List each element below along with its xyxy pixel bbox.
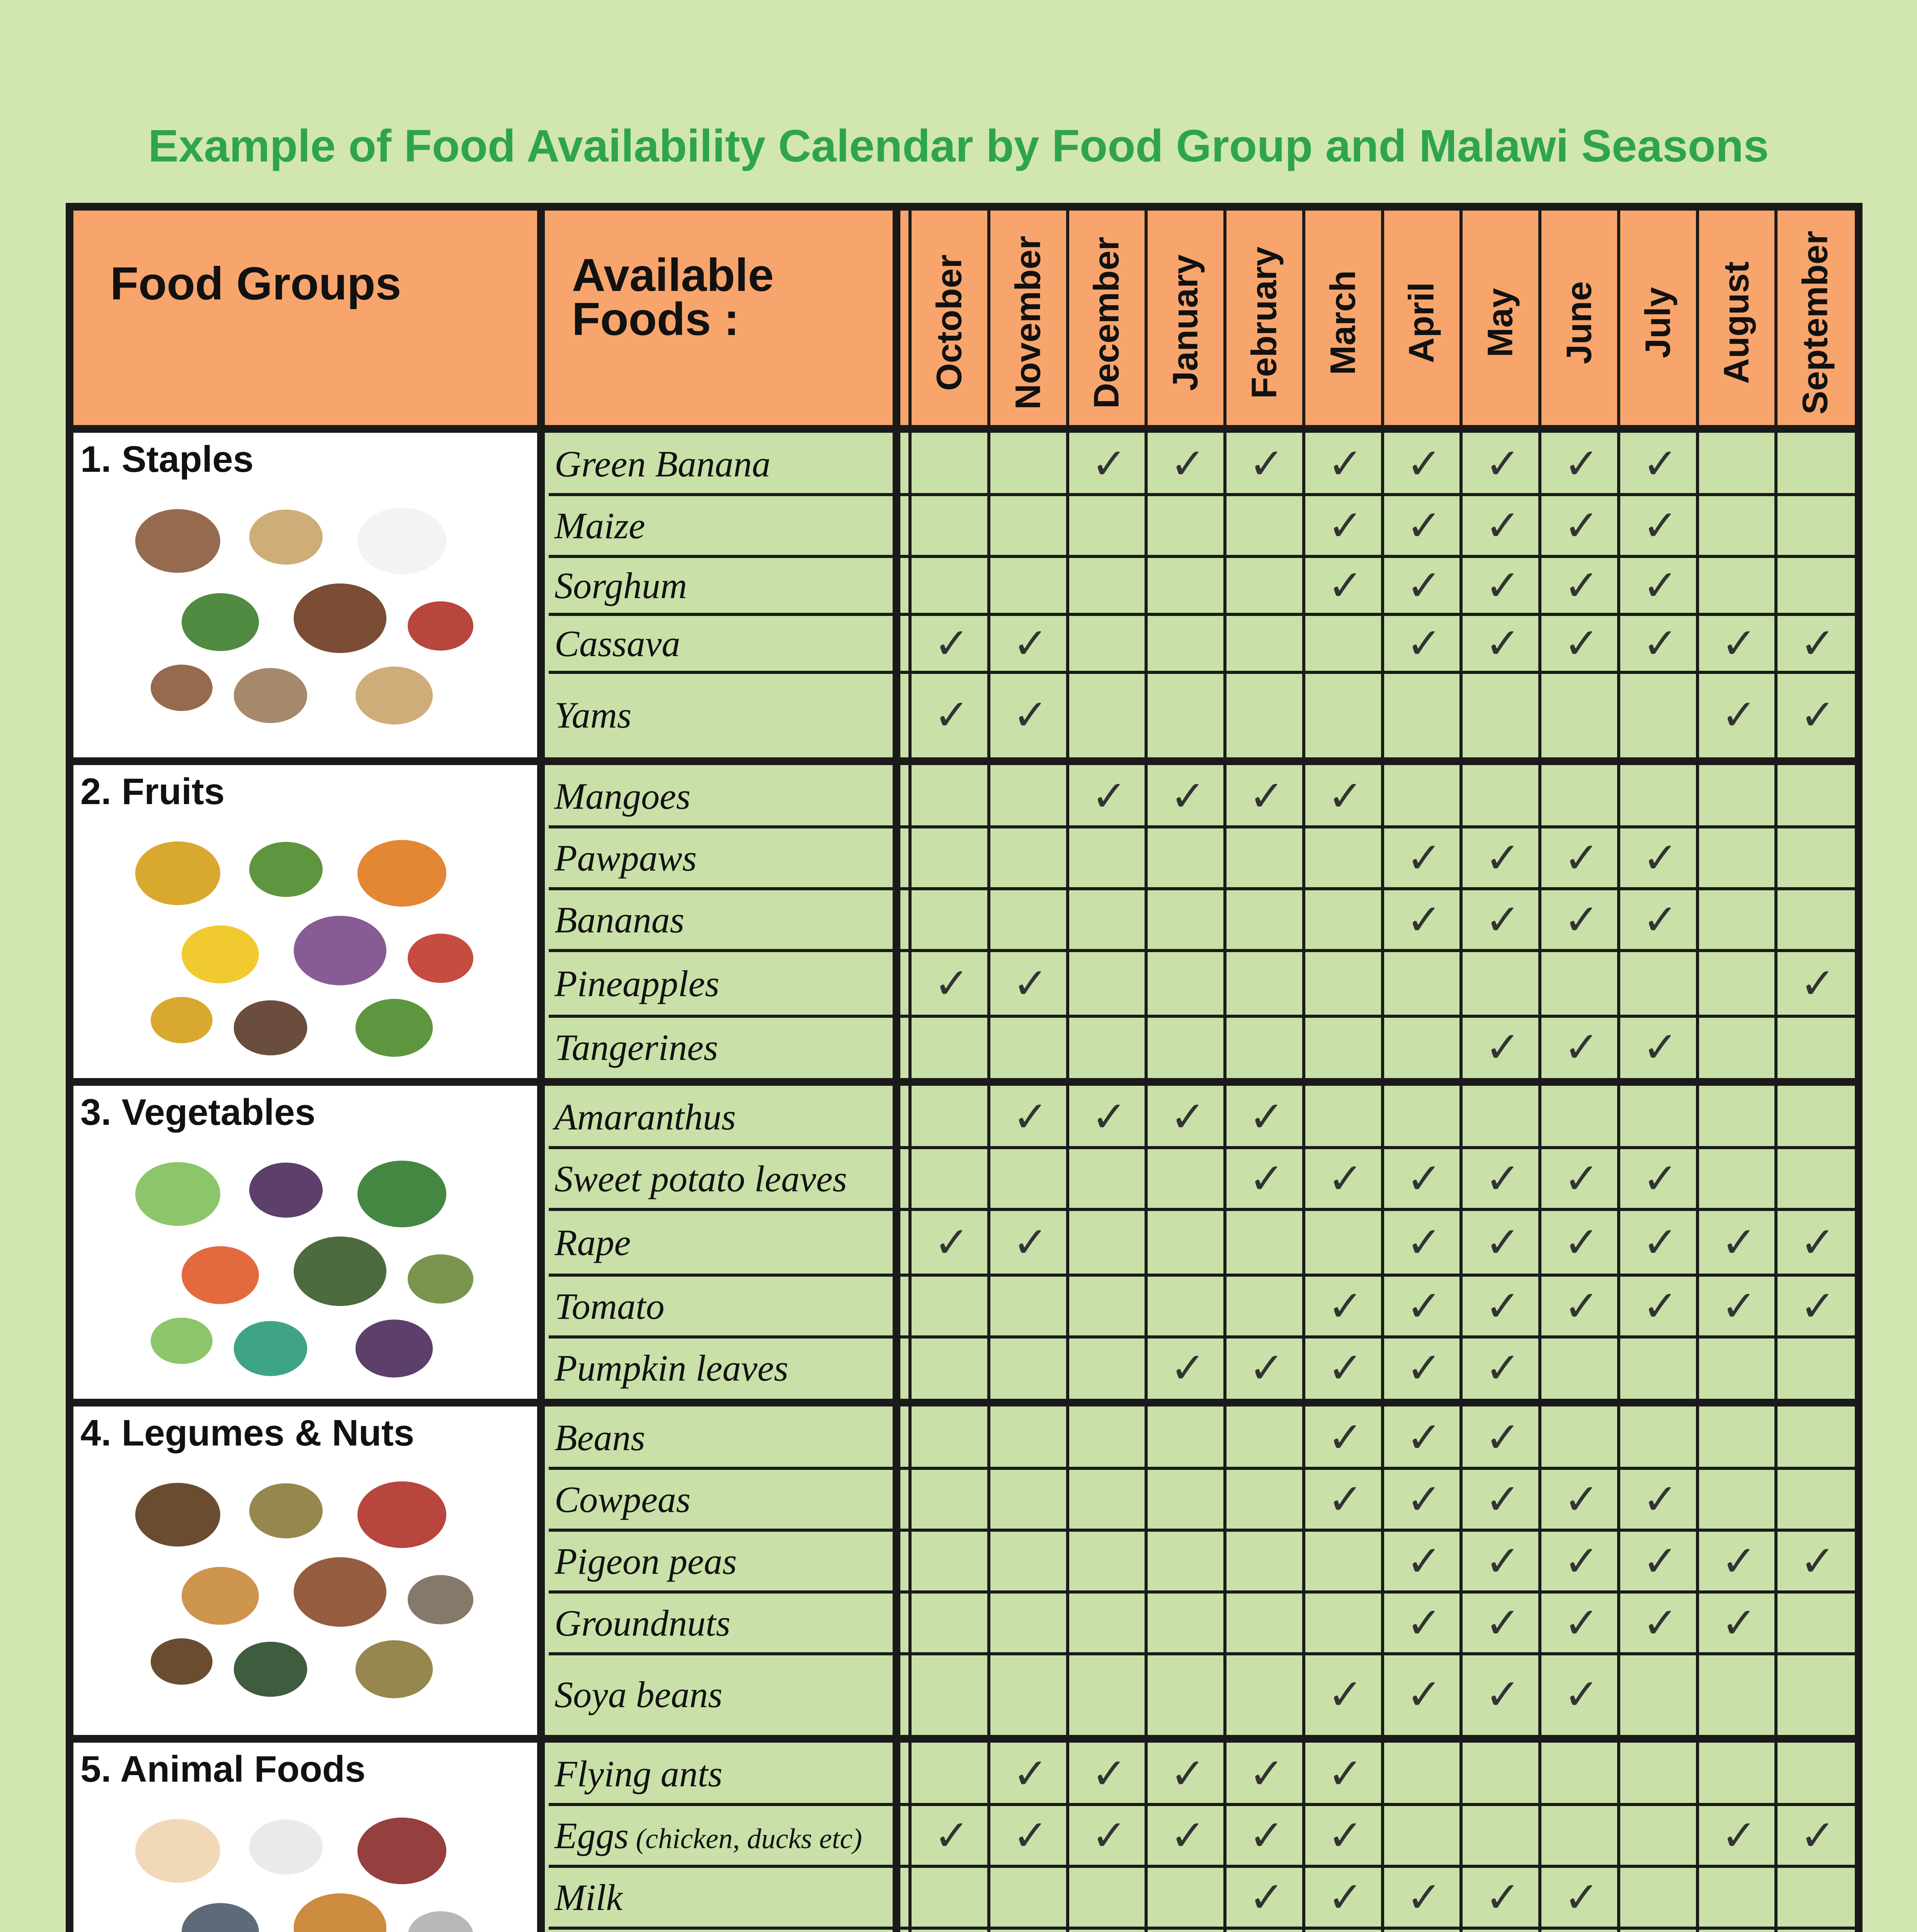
food-group-title: 3. Vegetables <box>80 1092 316 1133</box>
availability-check-icon: ✓ <box>1327 771 1363 821</box>
food-group-illustration <box>124 1804 491 1932</box>
availability-check-icon: ✓ <box>1406 1475 1442 1524</box>
availability-check-icon: ✓ <box>1485 1872 1521 1922</box>
food-name: Eggs (chicken, ducks etc) <box>555 1815 862 1856</box>
food-item-shape <box>234 1642 307 1697</box>
food-group-illustration <box>124 1468 491 1708</box>
month-header-march <box>1304 218 1383 427</box>
row-divider <box>549 555 1855 558</box>
availability-check-icon: ✓ <box>1327 1811 1363 1860</box>
food-name: Cowpeas <box>555 1479 691 1520</box>
available-foods-heading: Available Foods : <box>572 249 774 345</box>
availability-check-icon: ✓ <box>1485 895 1521 944</box>
month-header-january <box>1146 218 1225 427</box>
availability-check-icon: ✓ <box>1563 895 1600 944</box>
month-label: August <box>1716 261 1756 384</box>
food-group-illustration <box>124 827 491 1066</box>
availability-check-icon: ✓ <box>1327 561 1363 610</box>
food-name: Pineapples <box>555 963 720 1004</box>
row-divider <box>549 1467 1855 1470</box>
food-group-illustration <box>124 495 491 734</box>
availability-check-icon: ✓ <box>1249 1154 1285 1203</box>
availability-check-icon: ✓ <box>1406 1670 1442 1719</box>
month-label: April <box>1402 282 1441 363</box>
column-divider <box>1538 211 1541 1932</box>
availability-check-icon: ✓ <box>1327 1281 1363 1331</box>
availability-check-icon: ✓ <box>1642 1598 1678 1648</box>
food-name: Sorghum <box>555 565 687 606</box>
food-item-shape <box>151 665 213 711</box>
availability-check-icon: ✓ <box>1091 1749 1127 1798</box>
column-divider <box>1066 211 1069 1932</box>
availability-check-icon: ✓ <box>1800 959 1836 1008</box>
food-item-shape <box>408 1575 473 1624</box>
row-divider <box>549 1208 1855 1211</box>
availability-check-icon: ✓ <box>1800 1281 1836 1331</box>
availability-check-icon: ✓ <box>1091 771 1127 821</box>
column-divider <box>537 211 545 1932</box>
row-divider <box>549 493 1855 496</box>
availability-check-icon: ✓ <box>1563 1872 1600 1922</box>
food-group-panel <box>73 1086 541 1406</box>
food-item-shape <box>135 1483 220 1547</box>
availability-check-icon: ✓ <box>1406 439 1442 488</box>
availability-check-icon: ✓ <box>1485 619 1521 668</box>
availability-check-icon: ✓ <box>1249 439 1285 488</box>
food-group-illustration <box>124 1148 491 1387</box>
availability-check-icon: ✓ <box>1327 1475 1363 1524</box>
food-item-shape <box>234 668 307 723</box>
availability-check-icon: ✓ <box>1249 1811 1285 1860</box>
availability-check-icon: ✓ <box>1642 833 1678 883</box>
availability-check-icon: ✓ <box>1563 1218 1600 1267</box>
availability-check-icon: ✓ <box>1563 1670 1600 1719</box>
food-name: Sweet potato leaves <box>555 1158 847 1199</box>
row-divider <box>549 1015 1855 1018</box>
food-name: Groundnuts <box>555 1602 731 1644</box>
food-item-shape <box>249 842 323 897</box>
food-item-shape <box>151 997 213 1043</box>
availability-check-icon: ✓ <box>1642 1154 1678 1203</box>
availability-check-icon: ✓ <box>1406 619 1442 668</box>
table-header <box>73 211 1855 433</box>
availability-check-icon: ✓ <box>1327 501 1363 550</box>
availability-check-icon: ✓ <box>1249 771 1285 821</box>
group-divider <box>73 1735 1855 1743</box>
row-divider <box>549 613 1855 616</box>
food-item-shape <box>294 916 386 985</box>
food-item-shape <box>249 1820 323 1875</box>
availability-check-icon: ✓ <box>1563 619 1600 668</box>
row-divider <box>549 671 1855 674</box>
availability-check-icon: ✓ <box>934 959 970 1008</box>
availability-check-icon: ✓ <box>934 619 970 668</box>
row-divider <box>549 1865 1855 1868</box>
availability-check-icon: ✓ <box>1800 1218 1836 1267</box>
food-availability-table <box>66 203 1863 1932</box>
food-group-title: 5. Animal Foods <box>80 1748 366 1790</box>
food-item-shape <box>356 999 433 1057</box>
food-item-shape <box>135 1819 220 1883</box>
availability-check-icon: ✓ <box>1563 1281 1600 1331</box>
month-label: March <box>1323 270 1363 375</box>
availability-check-icon: ✓ <box>1249 1749 1285 1798</box>
availability-check-icon: ✓ <box>1485 1536 1521 1586</box>
availability-check-icon: ✓ <box>1091 1811 1127 1860</box>
availability-check-icon: ✓ <box>1642 1218 1678 1267</box>
availability-check-icon: ✓ <box>1406 895 1442 944</box>
column-divider <box>1774 211 1778 1932</box>
month-label: December <box>1087 236 1126 409</box>
month-label: January <box>1165 254 1205 391</box>
food-item-shape <box>249 1483 323 1539</box>
food-name: Pumpkin leaves <box>555 1347 789 1389</box>
food-name: Pigeon peas <box>555 1541 737 1582</box>
availability-check-icon: ✓ <box>1485 1670 1521 1719</box>
food-group-panel <box>73 1406 541 1743</box>
food-note: (chicken, ducks etc) <box>629 1823 862 1855</box>
food-group-panel <box>73 433 541 765</box>
food-item-shape <box>249 1163 323 1218</box>
month-header-october <box>910 218 989 427</box>
food-item-shape <box>182 1246 259 1304</box>
availability-check-icon: ✓ <box>1012 1811 1048 1860</box>
food-group-title: 2. Fruits <box>80 771 225 812</box>
availability-check-icon: ✓ <box>1170 1343 1206 1393</box>
availability-check-icon: ✓ <box>1012 1749 1048 1798</box>
food-item-shape <box>151 1638 213 1685</box>
availability-check-icon: ✓ <box>1406 501 1442 550</box>
availability-check-icon: ✓ <box>1485 561 1521 610</box>
column-divider <box>987 211 990 1932</box>
food-item-shape <box>151 1318 213 1364</box>
availability-check-icon: ✓ <box>1485 833 1521 883</box>
availability-check-icon: ✓ <box>1642 1022 1678 1072</box>
availability-check-icon: ✓ <box>1485 439 1521 488</box>
food-name: Rape <box>555 1222 631 1263</box>
month-label: May <box>1480 288 1520 357</box>
month-label: November <box>1008 236 1048 410</box>
column-divider <box>1381 211 1384 1932</box>
availability-check-icon: ✓ <box>934 1218 970 1267</box>
availability-check-icon: ✓ <box>1485 1154 1521 1203</box>
availability-check-icon: ✓ <box>1642 1475 1678 1524</box>
availability-check-icon: ✓ <box>1721 1811 1757 1860</box>
food-name: Soya beans <box>555 1674 723 1715</box>
month-header-december <box>1068 218 1146 427</box>
availability-check-icon: ✓ <box>1249 1872 1285 1922</box>
food-name: Bananas <box>555 899 684 940</box>
availability-check-icon: ✓ <box>1721 690 1757 740</box>
food-group-title: 4. Legumes & Nuts <box>80 1412 415 1454</box>
food-group-panel <box>73 1743 541 1932</box>
availability-check-icon: ✓ <box>1406 1872 1442 1922</box>
availability-check-icon: ✓ <box>1485 1343 1521 1393</box>
availability-check-icon: ✓ <box>934 690 970 740</box>
row-divider <box>549 887 1855 890</box>
food-item-shape <box>408 601 473 651</box>
food-name: Pawpaws <box>555 837 697 879</box>
availability-check-icon: ✓ <box>1327 1154 1363 1203</box>
food-item-shape <box>408 1254 473 1304</box>
food-item-shape <box>357 840 446 907</box>
availability-check-icon: ✓ <box>1563 1598 1600 1648</box>
availability-check-icon: ✓ <box>1485 1022 1521 1072</box>
column-divider <box>1145 211 1148 1932</box>
food-item-shape <box>135 842 220 905</box>
food-item-shape <box>357 1481 446 1548</box>
availability-check-icon: ✓ <box>1170 1811 1206 1860</box>
availability-check-icon: ✓ <box>1800 1536 1836 1586</box>
food-item-shape <box>182 1903 259 1932</box>
availability-check-icon: ✓ <box>1485 1281 1521 1331</box>
row-divider <box>549 1803 1855 1806</box>
availability-check-icon: ✓ <box>1721 1536 1757 1586</box>
month-header-february <box>1225 218 1304 427</box>
availability-check-icon: ✓ <box>1485 1413 1521 1462</box>
food-item-shape <box>294 583 386 653</box>
availability-check-icon: ✓ <box>1406 1536 1442 1586</box>
food-item-shape <box>357 1161 446 1228</box>
availability-check-icon: ✓ <box>1721 619 1757 668</box>
month-label: July <box>1638 287 1678 359</box>
availability-check-icon: ✓ <box>1170 771 1206 821</box>
availability-check-icon: ✓ <box>1485 1475 1521 1524</box>
availability-check-icon: ✓ <box>1012 619 1048 668</box>
column-divider <box>1223 211 1226 1932</box>
availability-check-icon: ✓ <box>934 1811 970 1860</box>
availability-check-icon: ✓ <box>1170 1749 1206 1798</box>
food-item-shape <box>182 1567 259 1625</box>
availability-check-icon: ✓ <box>1012 1218 1048 1267</box>
row-divider <box>549 1146 1855 1149</box>
row-divider <box>549 1274 1855 1277</box>
food-name: Milk <box>555 1877 623 1918</box>
food-item-shape <box>294 1893 386 1932</box>
column-divider <box>893 211 900 1932</box>
availability-check-icon: ✓ <box>1563 439 1600 488</box>
food-item-shape <box>294 1236 386 1306</box>
availability-check-icon: ✓ <box>1406 1218 1442 1267</box>
availability-check-icon: ✓ <box>1642 619 1678 668</box>
availability-check-icon: ✓ <box>1327 1872 1363 1922</box>
food-item-shape <box>135 1162 220 1226</box>
food-item-shape <box>249 510 323 565</box>
availability-check-icon: ✓ <box>1012 690 1048 740</box>
availability-check-icon: ✓ <box>1406 833 1442 883</box>
availability-check-icon: ✓ <box>1327 1749 1363 1798</box>
availability-check-icon: ✓ <box>1091 1092 1127 1141</box>
row-divider <box>549 1529 1855 1532</box>
availability-check-icon: ✓ <box>1485 501 1521 550</box>
availability-check-icon: ✓ <box>1406 1281 1442 1331</box>
food-item-shape <box>294 1557 386 1627</box>
availability-check-icon: ✓ <box>1800 619 1836 668</box>
availability-check-icon: ✓ <box>1406 1413 1442 1462</box>
food-item-shape <box>357 1818 446 1884</box>
availability-check-icon: ✓ <box>1170 439 1206 488</box>
month-label: October <box>929 254 969 391</box>
group-divider <box>73 1399 1855 1406</box>
food-item-shape <box>356 667 433 724</box>
month-header-june <box>1540 218 1619 427</box>
availability-check-icon: ✓ <box>1563 561 1600 610</box>
food-group-panel <box>73 765 541 1086</box>
food-name: Flying ants <box>555 1753 723 1794</box>
food-name: Mangoes <box>555 776 691 817</box>
column-divider <box>1617 211 1620 1932</box>
availability-check-icon: ✓ <box>1091 439 1127 488</box>
availability-check-icon: ✓ <box>1563 1536 1600 1586</box>
availability-check-icon: ✓ <box>1721 1218 1757 1267</box>
month-header-september <box>1776 218 1855 427</box>
food-item-shape <box>408 1911 473 1932</box>
month-label: June <box>1559 281 1599 364</box>
availability-check-icon: ✓ <box>1406 1343 1442 1393</box>
food-item-shape <box>408 934 473 983</box>
column-divider <box>1302 211 1305 1932</box>
availability-check-icon: ✓ <box>1563 1475 1600 1524</box>
food-item-shape <box>356 1320 433 1378</box>
food-name: Tangerines <box>555 1027 718 1068</box>
availability-check-icon: ✓ <box>1327 1670 1363 1719</box>
row-divider <box>549 1927 1855 1930</box>
availability-check-icon: ✓ <box>1485 1598 1521 1648</box>
availability-check-icon: ✓ <box>1327 1343 1363 1393</box>
food-item-shape <box>357 508 446 575</box>
month-header-november <box>989 218 1068 427</box>
food-name: Yams <box>555 694 632 736</box>
column-divider <box>1696 211 1699 1932</box>
availability-check-icon: ✓ <box>1642 1281 1678 1331</box>
food-item-shape <box>234 1321 307 1376</box>
availability-check-icon: ✓ <box>1170 1092 1206 1141</box>
availability-check-icon: ✓ <box>1012 1092 1048 1141</box>
availability-check-icon: ✓ <box>1563 1154 1600 1203</box>
month-label: February <box>1244 247 1284 399</box>
food-groups-heading: Food Groups <box>110 258 401 310</box>
food-name: Green Banana <box>555 443 771 485</box>
row-divider <box>549 1335 1855 1338</box>
month-header-july <box>1619 218 1698 427</box>
availability-check-icon: ✓ <box>1721 1281 1757 1331</box>
availability-check-icon: ✓ <box>1721 1598 1757 1648</box>
availability-check-icon: ✓ <box>1642 1536 1678 1586</box>
availability-check-icon: ✓ <box>1642 561 1678 610</box>
row-divider <box>549 825 1855 828</box>
availability-check-icon: ✓ <box>1642 501 1678 550</box>
availability-check-icon: ✓ <box>1563 833 1600 883</box>
food-item-shape <box>135 509 220 573</box>
availability-check-icon: ✓ <box>1642 895 1678 944</box>
food-item-shape <box>182 593 259 651</box>
availability-check-icon: ✓ <box>1406 1154 1442 1203</box>
page-title: Example of Food Availability Calendar by Food Group and Malawi Seasons <box>148 121 1769 172</box>
availability-check-icon: ✓ <box>1563 1022 1600 1072</box>
availability-check-icon: ✓ <box>1800 690 1836 740</box>
availability-check-icon: ✓ <box>1012 959 1048 1008</box>
row-divider <box>549 1590 1855 1594</box>
availability-check-icon: ✓ <box>1327 439 1363 488</box>
food-item-shape <box>234 1000 307 1056</box>
availability-check-icon: ✓ <box>1485 1218 1521 1267</box>
food-item-shape <box>356 1640 433 1698</box>
food-name: Maize <box>555 505 645 546</box>
month-label: September <box>1795 231 1835 415</box>
availability-check-icon: ✓ <box>1327 1413 1363 1462</box>
row-divider <box>549 1652 1855 1655</box>
column-divider <box>1459 211 1463 1932</box>
availability-check-icon: ✓ <box>1406 1598 1442 1648</box>
availability-check-icon: ✓ <box>1249 1343 1285 1393</box>
availability-check-icon: ✓ <box>1249 1092 1285 1141</box>
food-name: Tomato <box>555 1286 665 1327</box>
food-item-shape <box>182 925 259 983</box>
group-divider <box>73 1078 1855 1086</box>
availability-check-icon: ✓ <box>1642 439 1678 488</box>
month-header-may <box>1461 218 1540 427</box>
food-name: Beans <box>555 1417 645 1458</box>
food-name: Amaranthus <box>555 1096 736 1138</box>
availability-check-icon: ✓ <box>1406 561 1442 610</box>
food-name: Cassava <box>555 623 680 664</box>
month-header-august <box>1698 218 1776 427</box>
row-divider <box>549 949 1855 952</box>
month-header-april <box>1383 218 1461 427</box>
availability-check-icon: ✓ <box>1800 1811 1836 1860</box>
food-group-title: 1. Staples <box>80 439 254 480</box>
column-divider <box>908 211 912 1932</box>
availability-check-icon: ✓ <box>1563 501 1600 550</box>
group-divider <box>73 757 1855 765</box>
